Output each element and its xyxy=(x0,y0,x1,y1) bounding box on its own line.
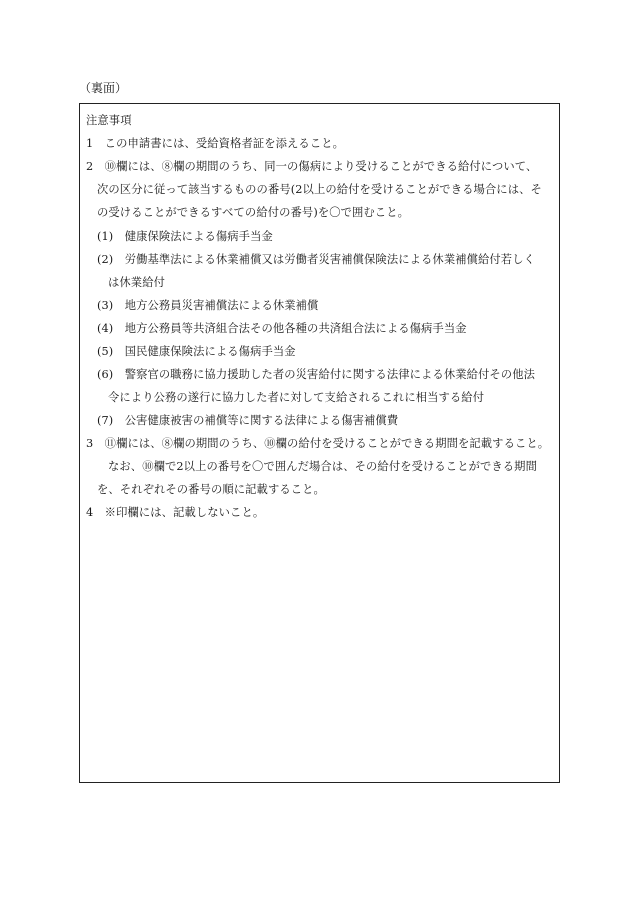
page-side-label: （裏面） xyxy=(79,81,128,95)
note-3-line-3: を、それぞれその番号の順に記載すること。 xyxy=(97,483,325,496)
note-3-line-1: 3 ⑪欄には、⑧欄の期間のうち、⑩欄の給付を受けることができる期間を記載すること。 xyxy=(86,437,550,450)
note-2-line-1: 2 ⑩欄には、⑧欄の期間のうち、同一の傷病により受けることができる給付について、 xyxy=(86,160,538,173)
note-2-item-1: (1) 健康保険法による傷病手当金 xyxy=(97,230,273,243)
note-2-line-3: の受けることができるすべての給付の番号)を〇で囲むこと。 xyxy=(97,206,409,219)
note-2-item-7: (7) 公害健康被害の補償等に関する法律による傷害補償費 xyxy=(97,414,399,427)
note-1: 1 この申請書には、受給資格者証を添えること。 xyxy=(86,137,345,150)
note-2-item-4: (4) 地方公務員等共済組合法その他各種の共済組合法による傷病手当金 xyxy=(97,322,467,335)
note-2-item-3: (3) 地方公務員災害補償法による休業補償 xyxy=(97,299,319,312)
note-2-line-2: 次の区分に従って該当するものの番号(2以上の給付を受けることができる場合には、そ xyxy=(97,183,542,196)
note-2-item-5: (5) 国民健康保険法による傷病手当金 xyxy=(97,345,296,358)
note-2-item-2-line-2: は休業給付 xyxy=(108,276,165,289)
note-2-item-6-line-1: (6) 警察官の職務に協力援助した者の災害給付に関する法律による休業給付その他法 xyxy=(97,368,535,381)
note-3-line-2: なお、⑩欄で2以上の番号を〇で囲んだ場合は、その給付を受けることができる期間 xyxy=(108,460,537,473)
note-2-item-2-line-1: (2) 労働基準法による休業補償又は労働者災害補償保険法による休業補償給付若しく xyxy=(97,253,535,266)
note-4: 4 ※印欄には、記載しないこと。 xyxy=(86,506,265,519)
note-2-item-6-line-2: 令により公務の遂行に協力した者に対して支給されるこれに相当する給付 xyxy=(108,391,485,404)
notes-heading: 注意事項 xyxy=(86,114,132,127)
